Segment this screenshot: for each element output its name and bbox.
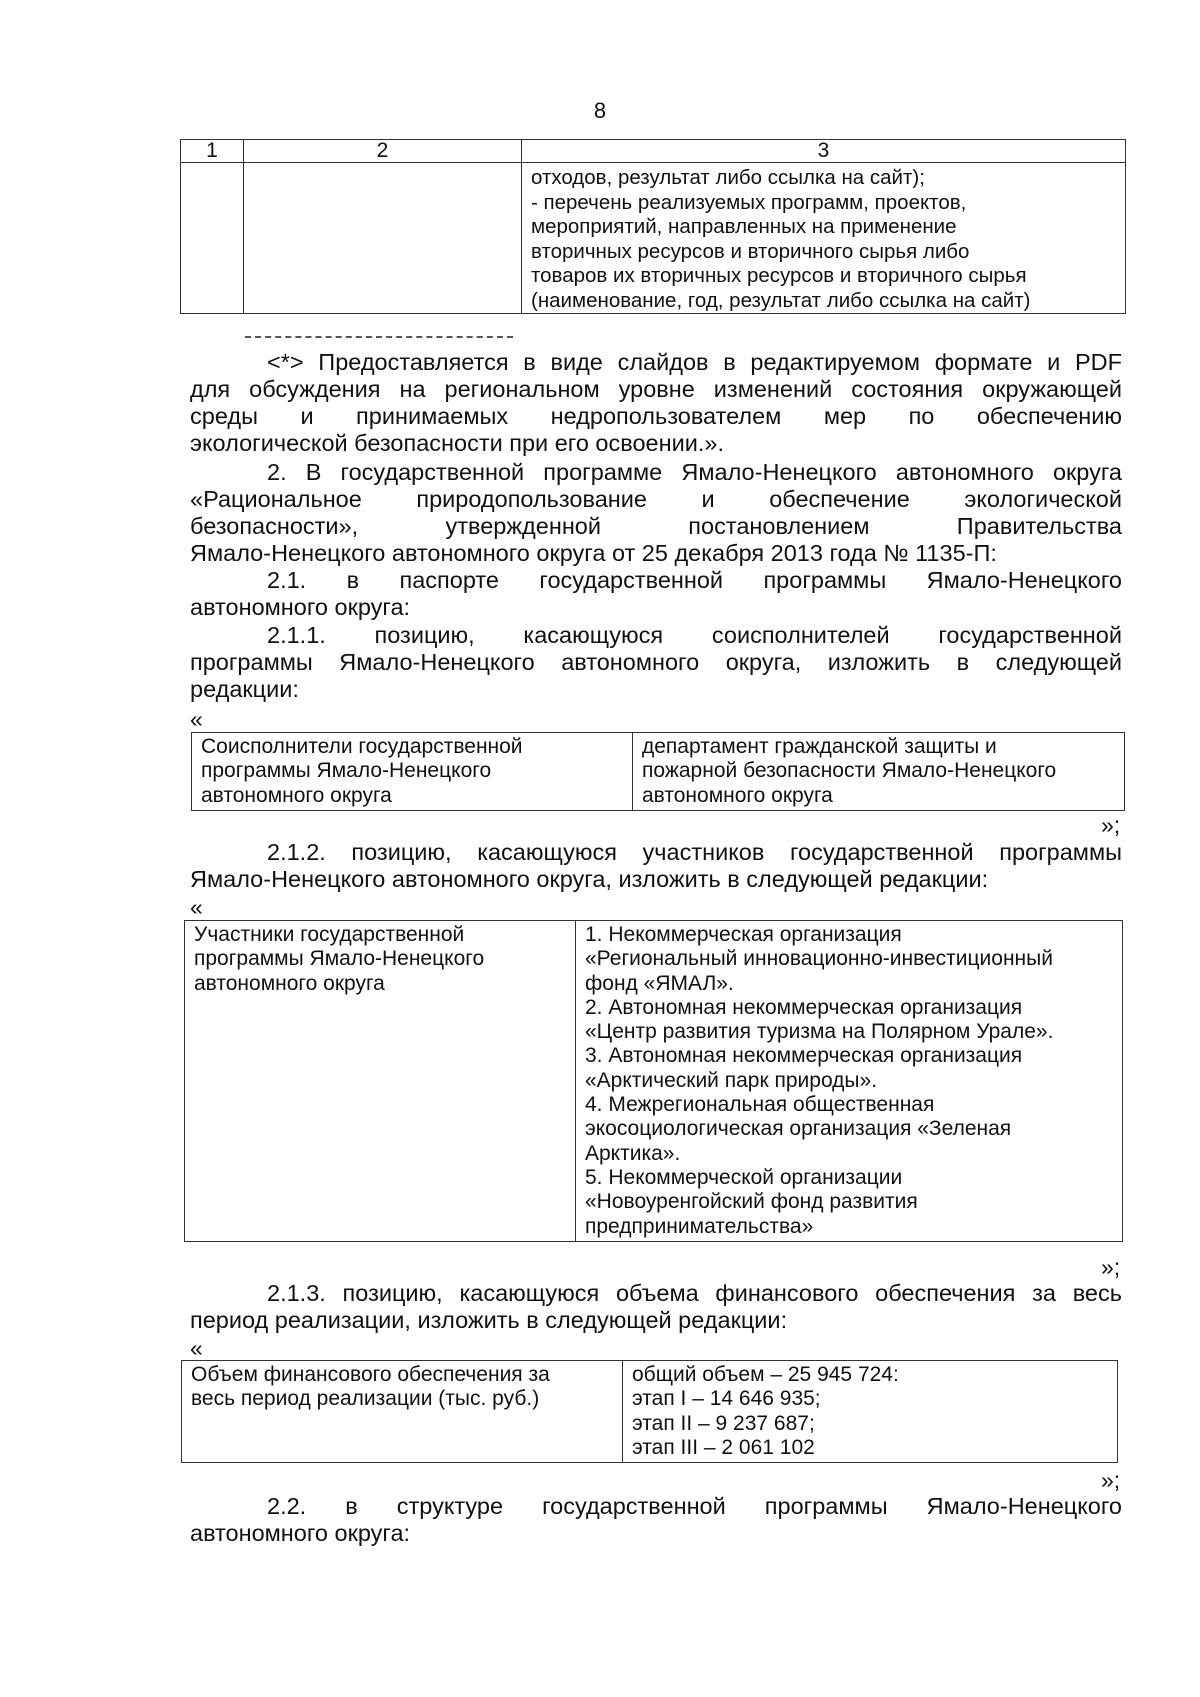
cell-line: фонд «ЯМАЛ». bbox=[585, 971, 734, 995]
table-row bbox=[185, 921, 1123, 1242]
paragraph-line: редакции: bbox=[190, 676, 299, 702]
paragraph-2-1-1 bbox=[190, 622, 1122, 703]
paragraph-line: 2.1.1. позицию, касающуюся соисполнителей государственной bbox=[267, 622, 1122, 648]
close-quote: »; bbox=[1101, 1254, 1121, 1280]
paragraph-line: программы Ямало-Ненецкого автономного округа, изложить в следующей bbox=[190, 649, 1122, 675]
table-cell bbox=[576, 921, 1123, 1242]
table-cell bbox=[623, 1361, 1118, 1463]
cell-line: предпринимательства» bbox=[585, 1214, 814, 1238]
cell-line: 5. Некоммерческой организации bbox=[585, 1165, 903, 1189]
cell-line: Объем финансового обеспечения за bbox=[191, 1363, 550, 1386]
cell-line: мероприятий, направленных на применение bbox=[531, 215, 957, 238]
cell-line: этап III – 2 061 102 bbox=[632, 1435, 815, 1459]
coexecutors-table bbox=[191, 732, 1125, 811]
participants-table bbox=[184, 920, 1123, 1242]
paragraph-line: 2.2. в структуре государственной программы Ямало-Ненецкого bbox=[267, 1493, 1122, 1519]
footnote-separator bbox=[245, 336, 513, 338]
cell-line: программы Ямало-Ненецкого bbox=[194, 947, 485, 971]
paragraph-2 bbox=[190, 459, 1122, 567]
table-header-row bbox=[181, 140, 1126, 163]
paragraph-line: Ямало-Ненецкого автономного округа, изложить в следующей редакции: bbox=[190, 866, 989, 892]
cell-line: автономного округа bbox=[194, 971, 385, 995]
table-cell bbox=[633, 733, 1125, 811]
continuation-table bbox=[180, 139, 1126, 314]
column-header: 1 bbox=[181, 140, 244, 163]
table-row bbox=[182, 1361, 1118, 1463]
paragraph-line: автономного округа: bbox=[190, 1520, 411, 1546]
paragraph-line: «Рациональное природопользование и обеспечение экологической bbox=[190, 486, 1122, 512]
cell-line: вторичных ресурсов и вторичного сырья либо bbox=[531, 239, 970, 263]
table-cell bbox=[244, 163, 522, 314]
cell-line: «Региональный инновационно-инвестиционный bbox=[585, 947, 1053, 971]
cell-line: товаров их вторичных ресурсов и вторичного сырья bbox=[531, 264, 1027, 287]
paragraph-line: среды и принимаемых недропользователем мер по обеспечению bbox=[190, 403, 1122, 429]
cell-line: 1. Некоммерческая организация bbox=[585, 923, 902, 946]
paragraph-line: период реализации, изложить в следующей редакции: bbox=[190, 1307, 788, 1333]
cell-line: - перечень реализуемых программ, проектов, bbox=[531, 190, 967, 214]
paragraph-line: 2.1.3. позицию, касающуюся объема финансового обеспечения за весь bbox=[267, 1280, 1122, 1306]
paragraph-2-1-2 bbox=[190, 839, 1122, 893]
column-header: 3 bbox=[522, 140, 1126, 163]
cell-line: экосоциологическая организация «Зеленая bbox=[585, 1117, 1012, 1141]
paragraph-line: Ямало-Ненецкого автономного округа от 25 декабря 2013 года № 1135-П: bbox=[190, 540, 997, 566]
table-cell bbox=[182, 1361, 623, 1463]
paragraph-line: для обсуждения на региональном уровне изменений состояния окружающей bbox=[190, 376, 1122, 402]
table-row bbox=[181, 163, 1126, 314]
cell-line: автономного округа bbox=[201, 783, 392, 807]
cell-line: «Арктический парк природы». bbox=[585, 1068, 878, 1092]
paragraph-2-2 bbox=[190, 1493, 1122, 1547]
table-cell bbox=[192, 733, 633, 811]
paragraph-line: 2.1.2. позицию, касающуюся участников государственной программы bbox=[267, 839, 1122, 865]
cell-line: автономного округа bbox=[642, 783, 833, 807]
cell-line: 2. Автономная некоммерческая организация bbox=[585, 995, 1023, 1019]
cell-line: весь период реализации (тыс. руб.) bbox=[191, 1387, 540, 1411]
paragraph-2-1-3 bbox=[190, 1280, 1122, 1334]
cell-line: Арктика». bbox=[585, 1141, 681, 1165]
cell-line: «Новоуренгойский фонд развития bbox=[585, 1190, 918, 1214]
cell-line: пожарной безопасности Ямало-Ненецкого bbox=[642, 759, 1057, 783]
cell-line: отходов, результат либо ссылка на сайт); bbox=[531, 166, 925, 189]
cell-line: этап II – 9 237 687; bbox=[632, 1411, 815, 1435]
cell-line: этап I – 14 646 935; bbox=[632, 1387, 821, 1411]
page-number: 8 bbox=[593, 98, 607, 123]
cell-line: программы Ямало-Ненецкого bbox=[201, 759, 492, 783]
column-header: 2 bbox=[244, 140, 522, 163]
table-cell bbox=[181, 163, 244, 314]
close-quote: »; bbox=[1101, 812, 1121, 838]
open-quote: « bbox=[190, 706, 203, 732]
paragraph-line: 2. В государственной программе Ямало-Ненецкого автономного округа bbox=[267, 459, 1122, 485]
paragraph-line: <*> Предоставляется в виде слайдов в редактируемом формате и PDF bbox=[267, 349, 1122, 375]
paragraph-line: экологической безопасности при его освоении.». bbox=[190, 430, 724, 456]
finance-table bbox=[181, 1360, 1118, 1463]
close-quote: »; bbox=[1101, 1467, 1121, 1493]
paragraph-line: автономного округа: bbox=[190, 594, 411, 620]
cell-line: 4. Межрегиональная общественная bbox=[585, 1093, 935, 1117]
cell-line: «Центр развития туризма на Полярном Урале». bbox=[585, 1020, 1054, 1044]
cell-line: Соисполнители государственной bbox=[201, 735, 523, 758]
paragraph-line: 2.1. в паспорте государственной программы Ямало-Ненецкого bbox=[267, 567, 1122, 593]
paragraph-line: безопасности», утвержденной постановлением Правительства bbox=[190, 513, 1122, 539]
cell-line: 3. Автономная некоммерческая организация bbox=[585, 1044, 1023, 1068]
table-cell bbox=[522, 163, 1126, 314]
paragraph-2-1 bbox=[190, 567, 1122, 621]
cell-line: (наименование, год, результат либо ссылка на сайт) bbox=[531, 288, 1031, 312]
open-quote: « bbox=[190, 894, 203, 920]
table-cell bbox=[185, 921, 576, 1242]
open-quote: « bbox=[190, 1335, 203, 1361]
footnote-paragraph bbox=[190, 349, 1122, 457]
cell-line: Участники государственной bbox=[194, 923, 465, 946]
cell-line: департамент гражданской защиты и bbox=[642, 735, 997, 758]
table-row bbox=[192, 733, 1125, 811]
cell-line: общий объем – 25 945 724: bbox=[632, 1363, 899, 1386]
